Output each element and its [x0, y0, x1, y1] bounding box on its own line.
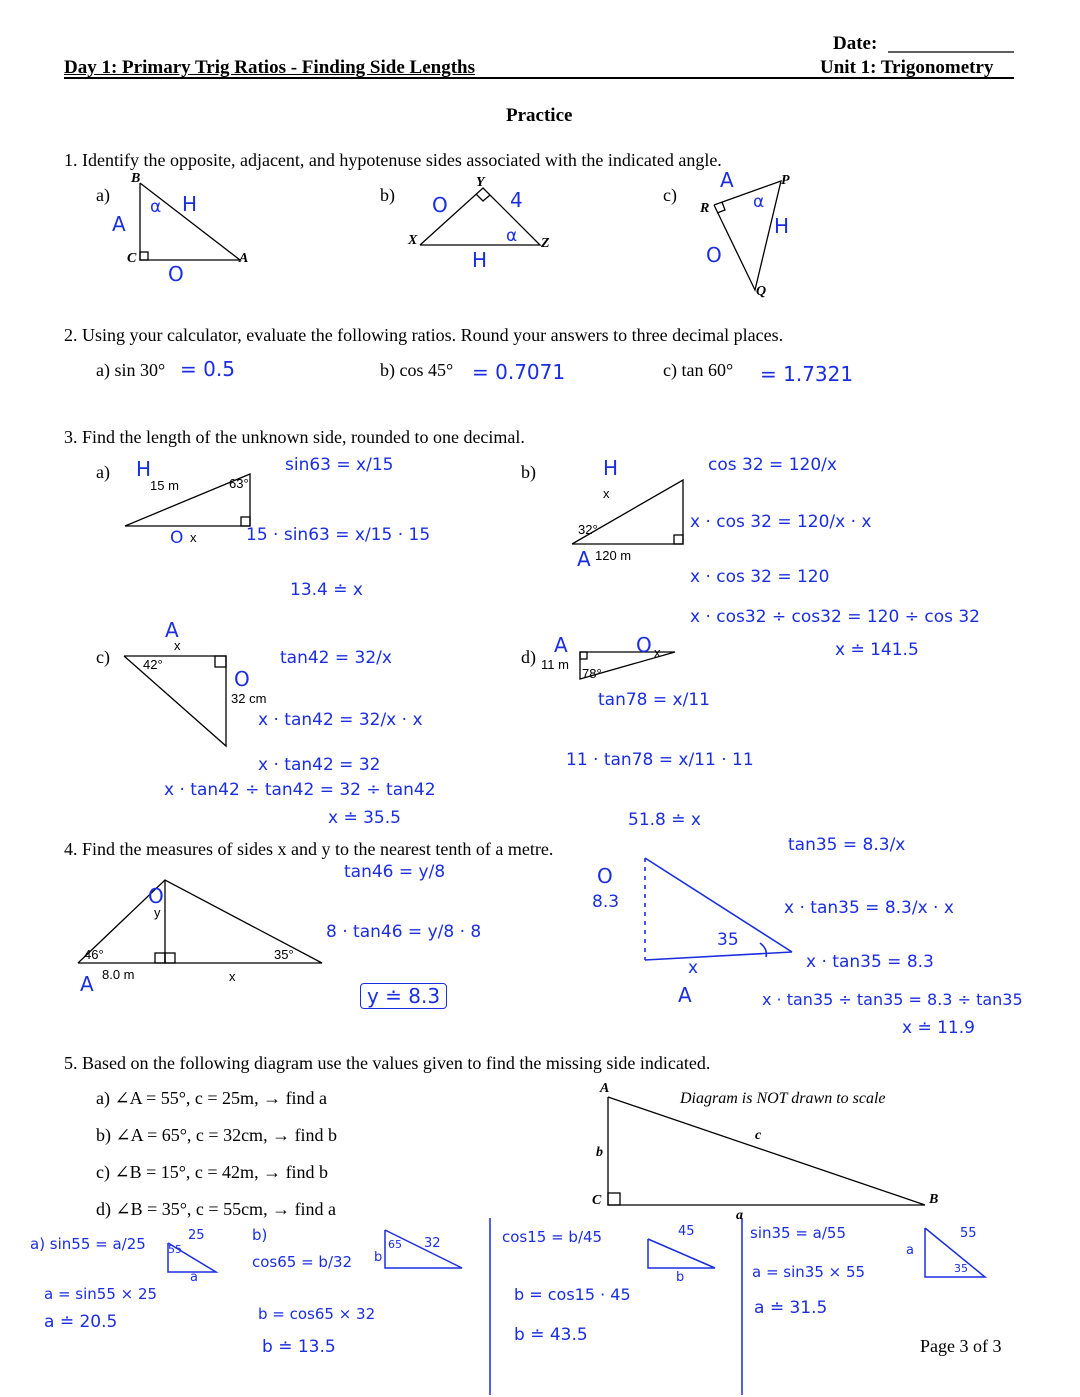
q3c-hw-0: A [165, 618, 179, 642]
q4-hw-12: x · tan35 = 8.3 [806, 952, 934, 972]
q3a-hw-4: 13.4 ≐ x [290, 580, 363, 600]
q5-side-a: a [736, 1208, 743, 1223]
q5b-hw-5: 65 [388, 1238, 402, 1251]
q1c-vertex-r: R [700, 201, 710, 216]
q4-hw-4: y ≐ 8.3 [360, 983, 447, 1009]
q3d-angle: 78° [582, 666, 602, 681]
q4-hw-5: O [597, 864, 613, 888]
q3c-hw-3: x · tan42 = 32/x · x [258, 710, 423, 730]
q5a-hw-0: a) sin55 = a/25 [30, 1235, 146, 1253]
q1c-triangle [714, 181, 781, 290]
q1b-hw-angle: α [506, 226, 518, 246]
q2a-label: a) sin 30° [96, 360, 166, 380]
q4-x: x [229, 969, 236, 984]
q3d-hw-0: A [554, 633, 568, 657]
q3b-hw-6: x ≐ 141.5 [835, 640, 919, 660]
q5-triangle [608, 1097, 925, 1205]
q5b-hw-4: b [374, 1250, 383, 1265]
q1b-hw-opp: O [432, 193, 448, 217]
q5-prompt: 5. Based on the following diagram use the values given to find the missing side indicated. [64, 1053, 711, 1073]
q1c-vertex-q: Q [756, 284, 767, 299]
q1b-vertex-y: Y [476, 175, 485, 190]
q3b-hw-3: x · cos 32 = 120/x · x [690, 512, 872, 532]
q5b-hw-3: b ≐ 13.5 [262, 1337, 336, 1357]
q3a-label: a) [96, 462, 110, 482]
q1c-vertex-p: P [781, 173, 790, 188]
q5d-hw-5: 35 [954, 1262, 968, 1275]
q5c-hw-4: b [676, 1270, 685, 1285]
q4-hw-9: A [678, 983, 692, 1007]
date-label: Date: [833, 33, 878, 54]
q3a-hw-2: O [170, 528, 184, 548]
q5c-hw-0: cos15 = b/45 [502, 1228, 603, 1246]
q1c-hw-hyp: H [774, 214, 790, 238]
q5-vertex-c: C [592, 1193, 602, 1208]
unit-label: Unit 1: Trigonometry [820, 57, 994, 78]
q3a-x: x [190, 530, 197, 545]
q4-hw-0: A [80, 972, 94, 996]
q1a-vertex-b: B [131, 171, 141, 186]
q5c-hw-2: b ≐ 43.5 [514, 1325, 588, 1345]
q3b-hw-2: cos 32 = 120/x [708, 455, 837, 475]
q5c: c) ∠B = 15°, c = 42m, → find b [96, 1162, 329, 1182]
q3a-hw-3: 15 · sin63 = x/15 · 15 [246, 525, 431, 545]
q2-prompt: 2. Using your calculator, evaluate the following ratios. Round your answers to three decimal places. [64, 325, 784, 345]
q1c-hw-opp: O [706, 243, 722, 267]
page-number: Page 3 of 3 [920, 1336, 1002, 1356]
q1c-hw-adj: A [720, 168, 734, 192]
q1a-hw-opp: O [168, 262, 184, 286]
q3c-hw-1: O [234, 667, 250, 691]
q3d-hw-1: O [636, 633, 652, 657]
q4-hw-11: x · tan35 = 8.3/x · x [784, 898, 954, 918]
q1a-hw-adjacent: A [112, 212, 126, 236]
q3c-side: 32 cm [231, 691, 267, 706]
q5d-hw-0: sin35 = a/55 [750, 1224, 847, 1242]
q3c-triangle [124, 656, 226, 746]
q5d-hw-2: a ≐ 31.5 [754, 1298, 828, 1318]
q2b-answer: = 0.7071 [472, 360, 566, 384]
q5-note: Diagram is NOT drawn to scale [680, 1090, 886, 1107]
q1b-label: b) [380, 185, 395, 205]
page-title: Day 1: Primary Trig Ratios - Finding Side Lengths [64, 57, 475, 78]
q3d-side: 11 m [541, 657, 569, 672]
q5a-hw-3: 25 [188, 1228, 205, 1243]
q5b-hw-6: 32 [424, 1236, 441, 1251]
q3d-x: x [654, 645, 661, 660]
q4-hw-13: x · tan35 ÷ tan35 = 8.3 ÷ tan35 [762, 990, 1023, 1009]
q5b-hw-2: b = cos65 × 32 [258, 1305, 376, 1323]
q5-vertex-b: B [929, 1192, 939, 1207]
q3d-hw-4: 51.8 ≐ x [628, 810, 701, 830]
q5a: a) ∠A = 55°, c = 25m, → find a [96, 1088, 328, 1108]
q4-hw-7: 35 [717, 930, 739, 950]
q5a-hw-1: a = sin55 × 25 [44, 1285, 158, 1303]
q3b-hw-1: A [577, 547, 591, 571]
q3d-hw-2: tan78 = x/11 [598, 690, 710, 710]
q1b-hw-hyp: H [472, 248, 488, 272]
q3d-hw-3: 11 · tan78 = x/11 · 11 [566, 750, 754, 770]
q5c-hw-3: 45 [678, 1224, 695, 1239]
q3b-angle: 32° [578, 522, 598, 537]
q4-prompt: 4. Find the measures of sides x and y to the nearest tenth of a metre. [64, 839, 554, 859]
q4-hw-2: tan46 = y/8 [344, 862, 446, 882]
q4-hw-8: x [688, 958, 699, 978]
q5-side-b: b [596, 1145, 603, 1160]
q3c-hw-4: x · tan42 = 32 [258, 755, 381, 775]
q1b-hw-adj: 4 [510, 188, 523, 212]
q5a-hw-4: 55 [168, 1243, 182, 1256]
q2c-label: c) tan 60° [663, 360, 734, 380]
q3b-hw-5: x · cos32 ÷ cos32 = 120 ÷ cos 32 [690, 607, 980, 627]
q2a-answer: = 0.5 [180, 357, 235, 381]
q5a-hw-5: a [190, 1270, 198, 1285]
q1a-hw-hyp: H [182, 192, 198, 216]
q1b-vertex-x: X [408, 233, 418, 248]
q1b-vertex-z: Z [541, 236, 550, 251]
q1a-vertex-c: C [127, 251, 137, 266]
q4-y: y [154, 905, 161, 920]
q1c-hw-angle: α [753, 192, 765, 212]
q5d-hw-1: a = sin35 × 55 [752, 1263, 866, 1281]
q4-hw-6: 8.3 [592, 892, 620, 912]
q3c-label: c) [96, 647, 110, 667]
q3a-hw-0: H [136, 457, 152, 481]
q1a-label: a) [96, 185, 110, 205]
q1a-hw-angle: α [150, 197, 162, 217]
q5b-hw-0: b) [252, 1226, 268, 1244]
q5b-hw-1: cos65 = b/32 [252, 1253, 353, 1271]
q1-prompt: 1. Identify the opposite, adjacent, and hypotenuse sides associated with the indicated angle. [64, 150, 722, 170]
q5a-hw-2: a ≐ 20.5 [44, 1312, 118, 1332]
q3a-angle: 63° [229, 476, 249, 491]
q5d-hw-4: 55 [960, 1226, 977, 1241]
q3-prompt: 3. Find the length of the unknown side, rounded to one decimal. [64, 427, 525, 447]
q5d-hw-3: a [906, 1243, 914, 1258]
q4-base: 8.0 m [102, 967, 135, 982]
q4-hw-10: tan35 = 8.3/x [788, 835, 906, 855]
q2c-answer: = 1.7321 [760, 362, 854, 386]
q4-hw-1: O [148, 884, 164, 908]
q3b-x: x [603, 486, 610, 501]
q1a-vertex-a: A [239, 251, 249, 266]
q3c-x: x [174, 638, 181, 653]
q5c-hw-1: b = cos15 · 45 [514, 1285, 631, 1304]
q5-side-c: c [755, 1128, 762, 1143]
q4-angle-46: 46° [84, 947, 104, 962]
q3c-hw-5: x · tan42 ÷ tan42 = 32 ÷ tan42 [164, 780, 436, 800]
q2b-label: b) cos 45° [380, 360, 454, 380]
q4-hw-14: x ≐ 11.9 [902, 1018, 975, 1038]
q1c-label: c) [663, 185, 677, 205]
q3c-hw-2: tan42 = 32/x [280, 648, 392, 668]
q3b-label: b) [521, 462, 536, 482]
q3a-hw-1: sin63 = x/15 [285, 455, 394, 475]
q3b-hw-4: x · cos 32 = 120 [690, 567, 830, 587]
q4-angle-35: 35° [274, 947, 294, 962]
q4-hw-3: 8 · tan46 = y/8 · 8 [326, 922, 482, 942]
q3a-side: 15 m [150, 478, 179, 493]
q5b: b) ∠A = 65°, c = 32cm, → find b [96, 1125, 338, 1145]
q5-vertex-a: A [600, 1081, 610, 1096]
section-title: Practice [506, 105, 573, 126]
q5d: d) ∠B = 35°, c = 55cm, → find a [96, 1199, 337, 1219]
q3b-side: 120 m [595, 548, 632, 563]
q3b-hw-0: H [603, 456, 619, 480]
q3c-hw-6: x ≐ 35.5 [328, 808, 401, 828]
q3d-label: d) [521, 647, 536, 667]
q3c-angle: 42° [143, 657, 163, 672]
